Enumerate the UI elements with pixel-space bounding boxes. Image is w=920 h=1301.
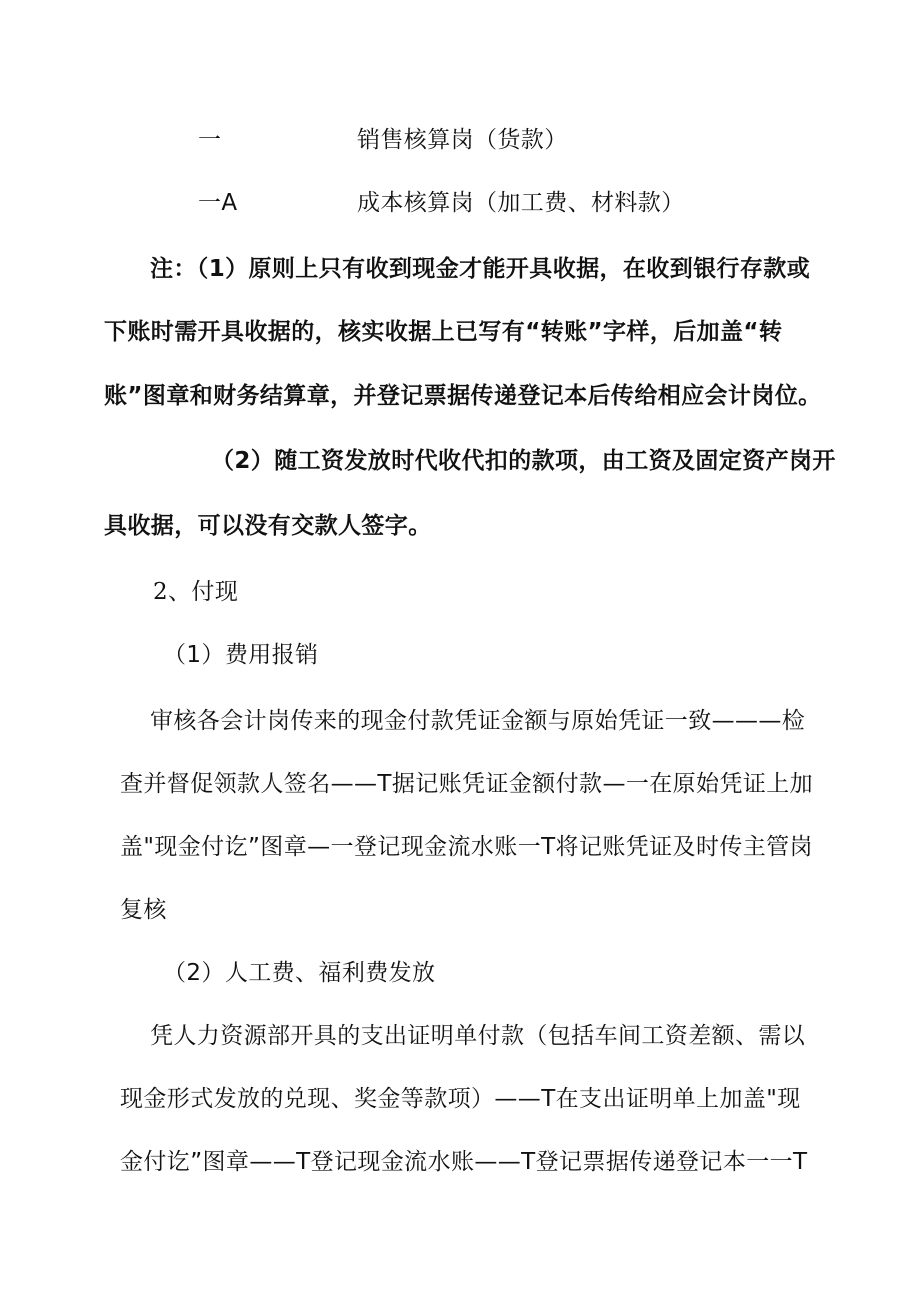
section-2-heading: 2、付现 [153, 579, 239, 605]
subsection-1-line-1: 审核各会计岗传来的现金付款凭证金额与原始凭证一致———检 [150, 708, 806, 734]
note-line-1: 注：（1）原则上只有收到现金才能开具收据，在收到银行存款或 [150, 256, 811, 282]
subsection-1-heading: （1）费用报销 [163, 642, 319, 668]
note-line-3: 账”图章和财务结算章，并登记票据传递登记本后传给相应会计岗位。 [104, 383, 822, 409]
subsection-2-line-3: 金付讫”图章——T登记现金流水账——T登记票据传递登记本一一T [120, 1149, 808, 1175]
note-line-2: 下账时需开具收据的，核实收据上已写有“转账”字样，后加盖“转 [104, 319, 783, 345]
note-item-2-line-2: 具收据，可以没有交款人签字。 [104, 513, 432, 539]
list-row-2-prefix: 一A [198, 190, 238, 216]
subsection-2-line-2: 现金形式发放的兑现、奖金等款项）——T在支出证明单上加盖"现 [120, 1086, 801, 1112]
subsection-1-line-2: 查并督促领款人签名——T据记账凭证金额付款—一在原始凭证上加 [120, 771, 814, 797]
subsection-1-line-3: 盖"现金付讫”图章—一登记现金流水账一T将记账凭证及时传主管岗 [120, 834, 813, 860]
list-row-1-prefix: 一 [198, 127, 222, 153]
subsection-2-line-1: 凭人力资源部开具的支出证明单付款（包括车间工资差额、需以 [150, 1023, 806, 1049]
note-item-2-line-1: （2）随工资发放时代收代扣的款项，由工资及固定资产岗开 [211, 448, 836, 474]
list-row-1-text: 销售核算岗（货款） [357, 127, 568, 153]
subsection-2-heading: （2）人工费、福利费发放 [163, 960, 436, 986]
list-row-2-text: 成本核算岗（加工费、材料款） [357, 190, 685, 216]
subsection-1-line-4: 复核 [120, 897, 167, 923]
